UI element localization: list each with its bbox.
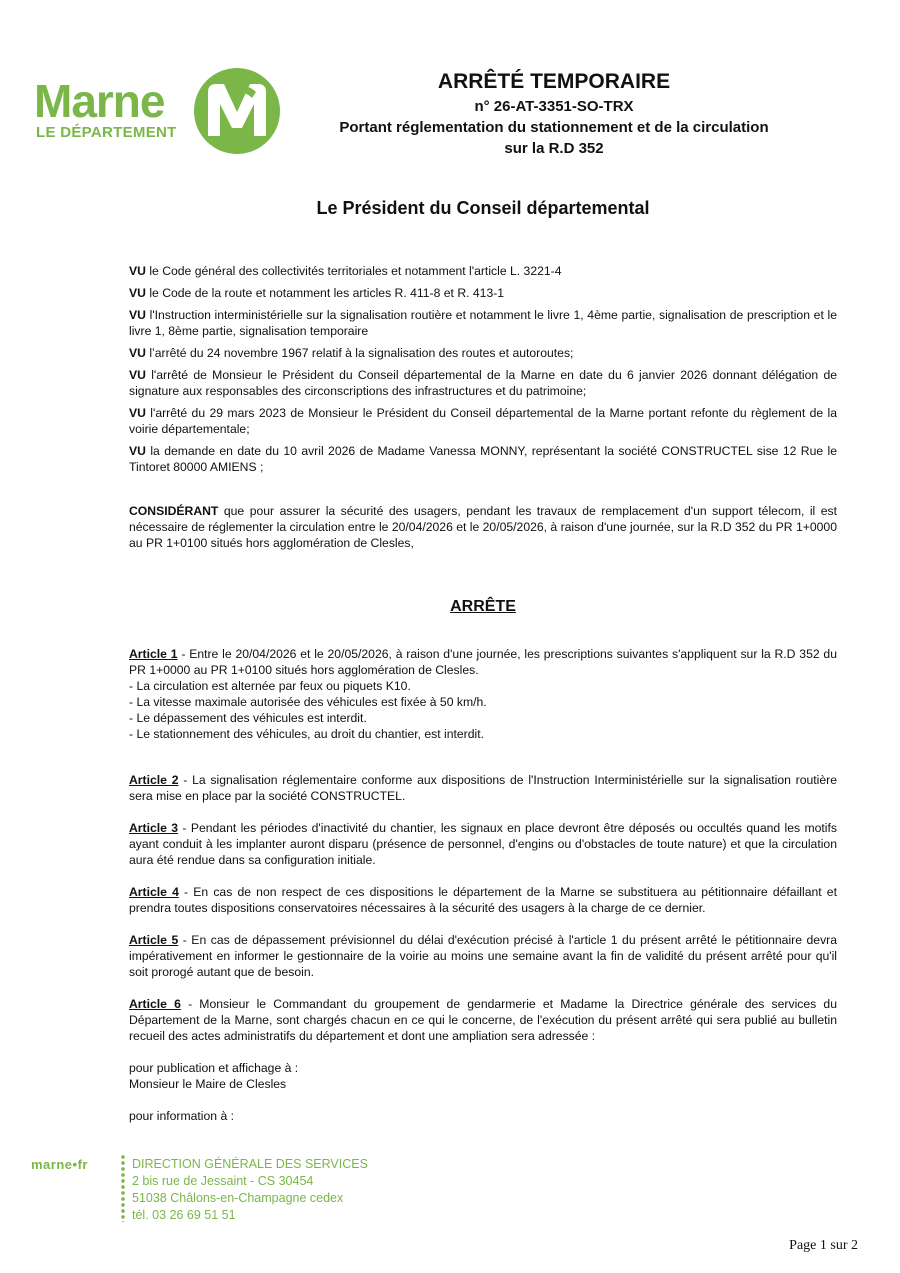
prescription-item: - La vitesse maximale autorisée des véhicules est fixée à 50 km/h. — [129, 695, 487, 709]
visa-paragraph — [129, 307, 837, 339]
considerant-paragraph — [129, 503, 837, 551]
considerant-text: que pour assurer la sécurité des usagers, pendant les travaux de remplacement d'un support télecom, il est nécessaire de réglementer la circulation entre le 20/04/2026 et le 20/05/2026, à raison d'une journée, sur la R.D 352 du PR 1+0000 au PR 1+0100 situés hors agglomération de Clesles, — [129, 504, 837, 550]
article-text: - Pendant les périodes d'inactivité du chantier, les signaux en place devront être déposés ou occultés quand les motifs ayant conduit à les implanter auront disparu (présence de personnel, d'engins ou d'obstacles de toute nature) et que la circulation aura été rendue dans sa configuration initiale. — [129, 821, 837, 867]
article-5 — [129, 932, 837, 980]
publication-recipient: Monsieur le Maire de Clesles — [129, 1077, 287, 1091]
footer-dotted-divider — [120, 1154, 126, 1222]
information-label: pour information à : — [129, 1109, 235, 1123]
department-logo — [34, 68, 284, 158]
visa-lead: VU — [129, 264, 146, 278]
decree-header — [300, 68, 808, 159]
logo-51-emblem-icon — [194, 68, 280, 154]
footer-address — [132, 1156, 368, 1224]
article-text: - En cas de dépassement prévisionnel du délai d'exécution précisé à l'article 1 du présent arrêté le pétitionnaire devra impérativement en informer le gestionnaire de la voirie au moins une semaine avant la fin de validité du présent arrêté pour qu'il soit prorogé autant que de besoin. — [129, 933, 838, 979]
visa-lead: VU — [129, 346, 146, 360]
visa-lead: VU — [129, 286, 146, 300]
arrete-heading: ARRÊTE — [450, 598, 516, 615]
article-label: Article 5 — [129, 933, 179, 947]
visas-section — [129, 263, 837, 551]
prescription-item: - Le dépassement des véhicules est interdit. — [129, 711, 367, 725]
decree-title: ARRÊTÉ TEMPORAIRE — [437, 70, 671, 93]
article-text: - En cas de non respect de ces dispositions le département de la Marne se substituera au pétitionnaire défaillant et prendra toutes dispositions conservatoires nécessaires à la sécurité des usagers à la charge de ce dernier. — [129, 885, 837, 915]
footer-city: 51038 Châlons-en-Champagne cedex — [132, 1191, 344, 1205]
article-4 — [129, 884, 837, 916]
visa-lead: VU — [129, 444, 146, 458]
visa-paragraph — [129, 263, 837, 279]
page-number: Page 1 sur 2 — [789, 1238, 858, 1253]
logo-wordmark: Marne — [34, 75, 165, 127]
issuing-authority: Le Président du Conseil départemental — [316, 198, 650, 218]
visa-paragraph — [129, 345, 837, 361]
footer-direction: DIRECTION GÉNÉRALE DES SERVICES — [132, 1157, 368, 1171]
article-text: - Entre le 20/04/2026 et le 20/05/2026, à raison d'une journée, les prescriptions suivantes s'appliquent sur la R.D 352 du PR 1+0000 au PR 1+0100 situés hors agglomération de Clesles. — [129, 647, 837, 677]
visa-text: la demande en date du 10 avril 2026 de Madame Vanessa MONNY, représentant la société CONSTRUCTEL sise 12 Rue le Tintoret 80000 AMIENS ; — [129, 444, 837, 474]
visa-lead: VU — [129, 368, 146, 382]
article-3 — [129, 820, 837, 868]
article-label: Article 4 — [129, 885, 179, 899]
footer-street: 2 bis rue de Jessaint - CS 30454 — [132, 1174, 314, 1188]
article-text: - Monsieur le Commandant du groupement de gendarmerie et Madame la Directrice générale des services du Département de la Marne, sont chargés chacun en ce qui le concerne, de l'exécution du présent arrêté qui sera publié au bulletin recueil des actes administratifs du département et dont une ampliation sera adressée : — [129, 997, 837, 1043]
visa-text: le Code général des collectivités territoriales et notamment l'article L. 3221-4 — [145, 264, 562, 278]
articles-section — [129, 646, 837, 1124]
visa-paragraph — [129, 405, 837, 437]
visa-text: l'arrêté du 29 mars 2023 de Monsieur le Président du Conseil départemental de la Marne portant refonte du règlement de la voirie départementale; — [129, 406, 837, 436]
footer-phone: tél. 03 26 69 51 51 — [132, 1208, 236, 1222]
visa-text: l'arrêté de Monsieur le Président du Conseil départemental de la Marne en date du 6 janvier 2026 donnant délégation de signature aux responsables des circonscriptions des infrastructures et du patrimoine; — [129, 368, 837, 398]
article-label: Article 1 — [129, 647, 178, 661]
visa-lead: VU — [129, 406, 146, 420]
article-1 — [129, 646, 837, 678]
publication-label: pour publication et affichage à : — [129, 1061, 299, 1075]
article-label: Article 6 — [129, 997, 181, 1011]
decree-subject-line1: Portant réglementation du stationnement et de la circulation — [339, 119, 769, 136]
prescription-item: - La circulation est alternée par feux ou piquets K10. — [129, 679, 411, 693]
visa-paragraph — [129, 285, 837, 301]
article-2 — [129, 772, 837, 804]
visa-lead: VU — [129, 308, 146, 322]
article-label: Article 2 — [129, 773, 179, 787]
visa-paragraph — [129, 367, 837, 399]
visa-text: l’arrêté du 24 novembre 1967 relatif à la signalisation des routes et autoroutes; — [145, 346, 574, 360]
visa-text: le Code de la route et notamment les articles R. 411-8 et R. 413-1 — [145, 286, 505, 300]
decree-subject-line2: sur la R.D 352 — [504, 140, 604, 157]
article-text: - La signalisation réglementaire conforme aux dispositions de l'Instruction Interministérielle sur la signalisation routière sera mise en place par la société CONSTRUCTEL. — [129, 773, 837, 803]
considerant-lead: CONSIDÉRANT — [129, 504, 219, 518]
decree-number: n° 26-AT-3351-SO-TRX — [474, 98, 634, 115]
visa-text: l'Instruction interministérielle sur la signalisation routière et notamment le livre 1, 4ème partie, signalisation de prescription et le livre 1, 8ème partie, signalisation temporaire — [129, 308, 837, 338]
article-6 — [129, 996, 837, 1044]
footer-website: marne•fr — [31, 1157, 88, 1172]
prescription-item: - Le stationnement des véhicules, au droit du chantier, est interdit. — [129, 727, 484, 741]
visa-paragraph — [129, 443, 837, 475]
logo-subtitle: LE DÉPARTEMENT — [36, 124, 177, 141]
article-label: Article 3 — [129, 821, 179, 835]
